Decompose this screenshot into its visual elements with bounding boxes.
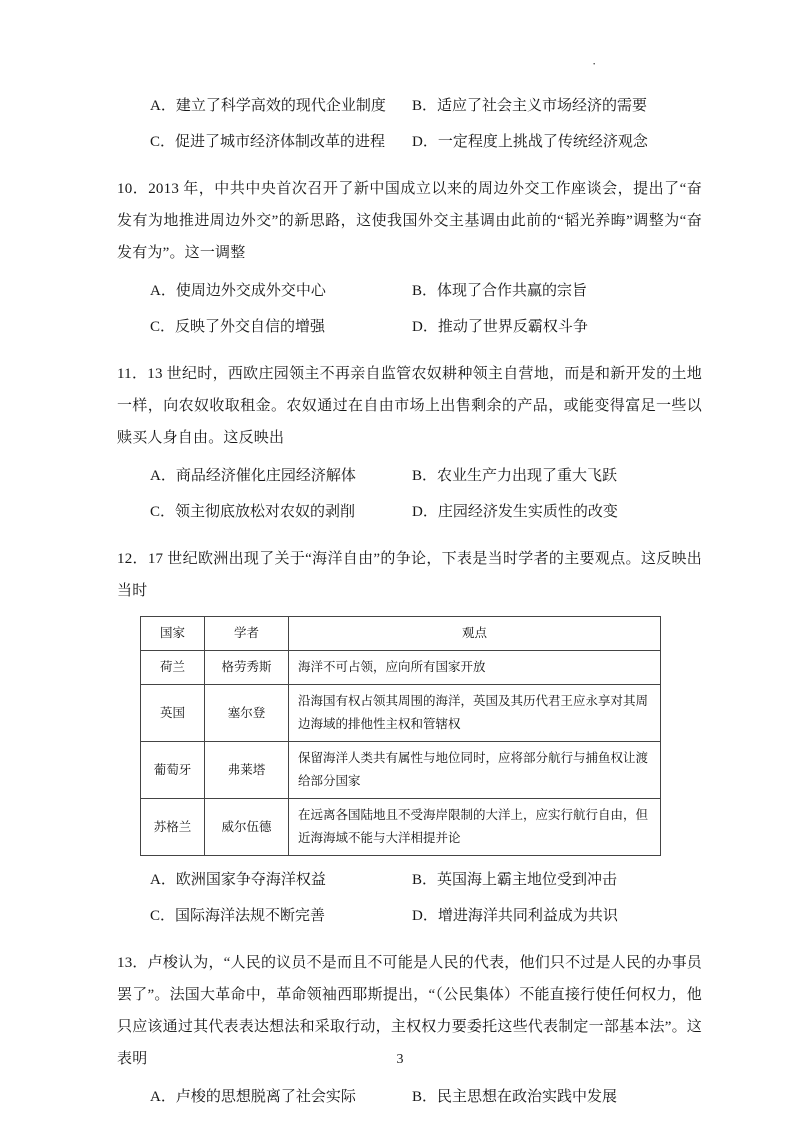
option-b: B．英国海上霸主地位受到冲击 <box>412 872 618 888</box>
options-row <box>150 124 702 160</box>
question-12 <box>117 543 702 934</box>
options-row <box>150 273 702 309</box>
option-a: A．使周边外交成外交中心 <box>150 283 326 299</box>
table-cell-viewpoint: 沿海国有权占领其周围的海洋，英国及其历代君王应永享对其周边海域的排他性主权和管辖权 <box>289 685 661 742</box>
option-b: B．民主思想在政治实践中发展 <box>412 1089 618 1105</box>
viewpoints-table <box>140 616 661 856</box>
option-c: C．反映了外交自信的增强 <box>150 319 326 335</box>
option-b: B．农业生产力出现了重大飞跃 <box>412 468 618 484</box>
question-11 <box>117 358 702 530</box>
table-header-scholar: 学者 <box>205 617 289 651</box>
table-cell-country: 英国 <box>141 685 205 742</box>
stray-mark: · <box>592 56 597 71</box>
option-d: D．庄园经济发生实质性的改变 <box>412 504 618 520</box>
question-10 <box>117 173 702 345</box>
page-number: 3 <box>396 1052 404 1067</box>
table-cell-scholar: 威尔伍德 <box>205 799 289 856</box>
table-cell-scholar: 塞尔登 <box>205 685 289 742</box>
option-a: A．卢梭的思想脱离了社会实际 <box>150 1089 356 1105</box>
option-c: C．促进了城市经济体制改革的进程 <box>150 134 386 150</box>
option-a: A．商品经济催化庄园经济解体 <box>150 468 356 484</box>
table-cell-viewpoint: 海洋不可占领，应向所有国家开放 <box>289 651 661 685</box>
options-row <box>150 458 702 494</box>
table-cell-viewpoint: 保留海洋人类共有属性与地位同时，应将部分航行与捕鱼权让渡给部分国家 <box>289 742 661 799</box>
options-row <box>150 1079 702 1115</box>
question-stem: 10．2013 年，中共中央首次召开了新中国成立以来的周边外交工作座谈会，提出了“奋发有为地推进周边外交”的新思路，这使我国外交主基调由此前的“韬光养晦”调整为“奋发有为”。这一调整 <box>117 181 702 261</box>
option-b: B．体现了合作共赢的宗旨 <box>412 283 588 299</box>
question-stem: 11．13 世纪时，西欧庄园领主不再亲自监管农奴耕种领主自营地，而是和新开发的土地一样，向农奴收取租金。农奴通过在自由市场上出售剩余的产品，或能变得富足一些以赎买人身自由。这反映出 <box>117 366 702 446</box>
option-a: A．建立了科学高效的现代企业制度 <box>150 98 386 114</box>
table-row <box>141 685 661 742</box>
options-row <box>150 309 702 345</box>
table-row <box>141 651 661 685</box>
question-stem: 13．卢梭认为，“人民的议员不是而且不可能是人民的代表，他们只不过是人民的办事员罢了”。法国大革命中，革命领袖西耶斯提出，“（公民集体）不能直接行使任何权力，他只应该通过其代表表达想法和采取行动，主权权力要委托这些代表制定一部基本法”。这表明 <box>117 955 702 1067</box>
table-row <box>141 799 661 856</box>
option-d: D．推动了世界反霸权斗争 <box>412 319 588 335</box>
options-row <box>150 862 702 898</box>
table-row <box>141 742 661 799</box>
question-stem: 12．17 世纪欧洲出现了关于“海洋自由”的争论，下表是当时学者的主要观点。这反映出当时 <box>117 551 702 599</box>
question-9-options <box>117 88 702 160</box>
option-d: D．一定程度上挑战了传统经济观念 <box>412 134 648 150</box>
table-header-viewpoint: 观点 <box>289 617 661 651</box>
table-cell-country: 葡萄牙 <box>141 742 205 799</box>
options-row <box>150 898 702 934</box>
option-a: A．欧洲国家争夺海洋权益 <box>150 872 326 888</box>
options-row <box>150 88 702 124</box>
question-13 <box>117 947 702 1115</box>
option-d: D．增进海洋共同利益成为共识 <box>412 908 618 924</box>
table-cell-country: 苏格兰 <box>141 799 205 856</box>
option-b: B．适应了社会主义市场经济的需要 <box>412 98 648 114</box>
table-cell-country: 荷兰 <box>141 651 205 685</box>
table-cell-scholar: 弗莱塔 <box>205 742 289 799</box>
table-cell-viewpoint: 在远离各国陆地且不受海岸限制的大洋上，应实行航行自由，但近海海域不能与大洋相提并论 <box>289 799 661 856</box>
option-c: C．国际海洋法规不断完善 <box>150 908 326 924</box>
options-row <box>150 494 702 530</box>
table-header-country: 国家 <box>141 617 205 651</box>
table-cell-scholar: 格劳秀斯 <box>205 651 289 685</box>
option-c: C．领主彻底放松对农奴的剥削 <box>150 504 356 520</box>
table-header-row <box>141 617 661 651</box>
